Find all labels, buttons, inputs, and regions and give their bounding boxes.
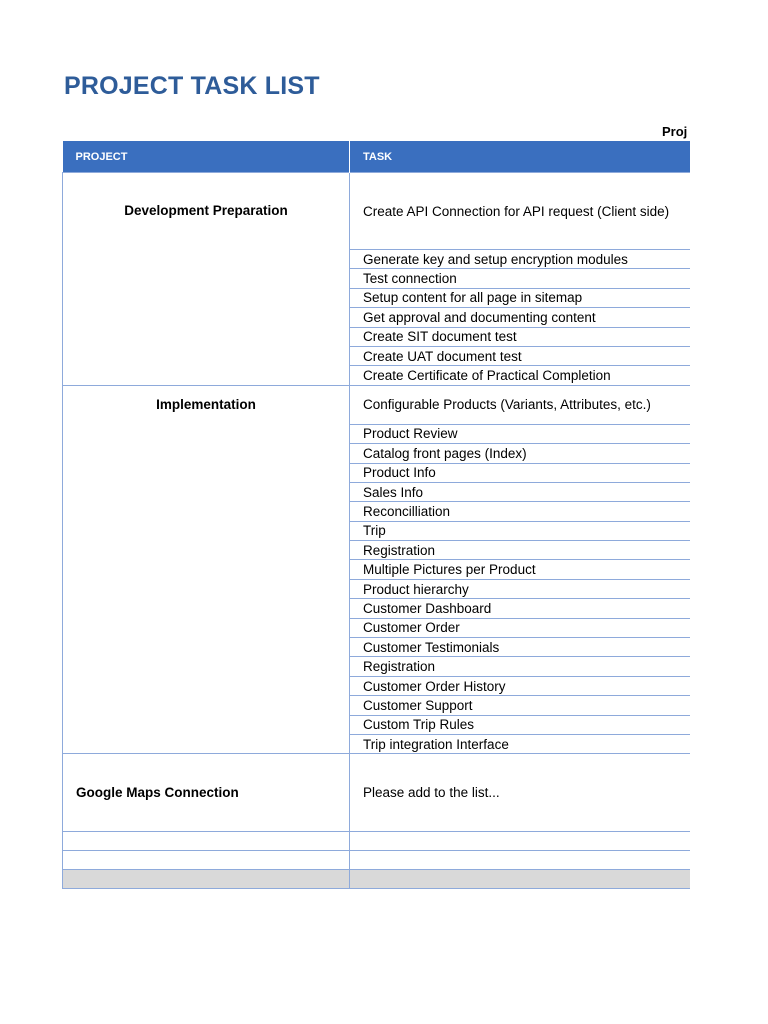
task-cell: Customer Order: [350, 618, 691, 637]
project-name: Development Preparation: [124, 203, 288, 218]
task-cell: Catalog front pages (Index): [350, 444, 691, 463]
empty-cell: [350, 870, 691, 889]
task-cell: Create SIT document test: [350, 327, 691, 346]
task-cell: Registration: [350, 657, 691, 676]
table-header-row: [63, 141, 691, 173]
table-footer-row: [63, 870, 691, 889]
empty-cell: [63, 851, 350, 870]
task-table-container: [62, 141, 690, 901]
task-cell: Sales Info: [350, 482, 691, 501]
table-row: [63, 385, 691, 424]
task-cell: Generate key and setup encryption modules: [350, 250, 691, 269]
task-cell: Custom Trip Rules: [350, 715, 691, 734]
table-row: [63, 832, 691, 851]
task-cell: Reconcilliation: [350, 502, 691, 521]
task-cell: Product Review: [350, 424, 691, 443]
task-cell: Setup content for all page in sitemap: [350, 288, 691, 307]
task-cell: Customer Order History: [350, 676, 691, 695]
task-cell: Configurable Products (Variants, Attributes, etc.): [350, 385, 691, 424]
table-row: [63, 173, 691, 250]
task-cell: Trip: [350, 521, 691, 540]
project-cell: [63, 385, 350, 754]
task-cell: Customer Testimonials: [350, 638, 691, 657]
task-cell: Get approval and documenting content: [350, 308, 691, 327]
task-cell: Create API Connection for API request (Client side): [350, 173, 691, 250]
table-row: [63, 851, 691, 870]
project-name: Implementation: [156, 396, 256, 412]
project-cell: [63, 754, 350, 832]
task-cell: Customer Dashboard: [350, 599, 691, 618]
task-cell: Create Certificate of Practical Completion: [350, 366, 691, 385]
task-cell: Trip integration Interface: [350, 734, 691, 753]
task-cell: Test connection: [350, 269, 691, 288]
task-cell: Product Info: [350, 463, 691, 482]
page-title: PROJECT TASK LIST: [64, 72, 320, 100]
task-cell: Registration: [350, 541, 691, 560]
task-cell: Product hierarchy: [350, 579, 691, 598]
empty-cell: [350, 832, 691, 851]
empty-cell: [63, 870, 350, 889]
project-cell: [63, 173, 350, 386]
column-header-task: TASK: [350, 141, 691, 173]
empty-cell: [350, 851, 691, 870]
task-cell: Please add to the list...: [350, 754, 691, 832]
project-name: Google Maps Connection: [76, 785, 239, 801]
table-row: [63, 754, 691, 832]
header-right-label: Proj: [662, 124, 688, 139]
task-cell: Multiple Pictures per Product: [350, 560, 691, 579]
task-table: [62, 141, 690, 889]
task-cell: Create UAT document test: [350, 346, 691, 365]
task-cell: Customer Support: [350, 696, 691, 715]
column-header-project: PROJECT: [63, 141, 350, 173]
empty-cell: [63, 832, 350, 851]
